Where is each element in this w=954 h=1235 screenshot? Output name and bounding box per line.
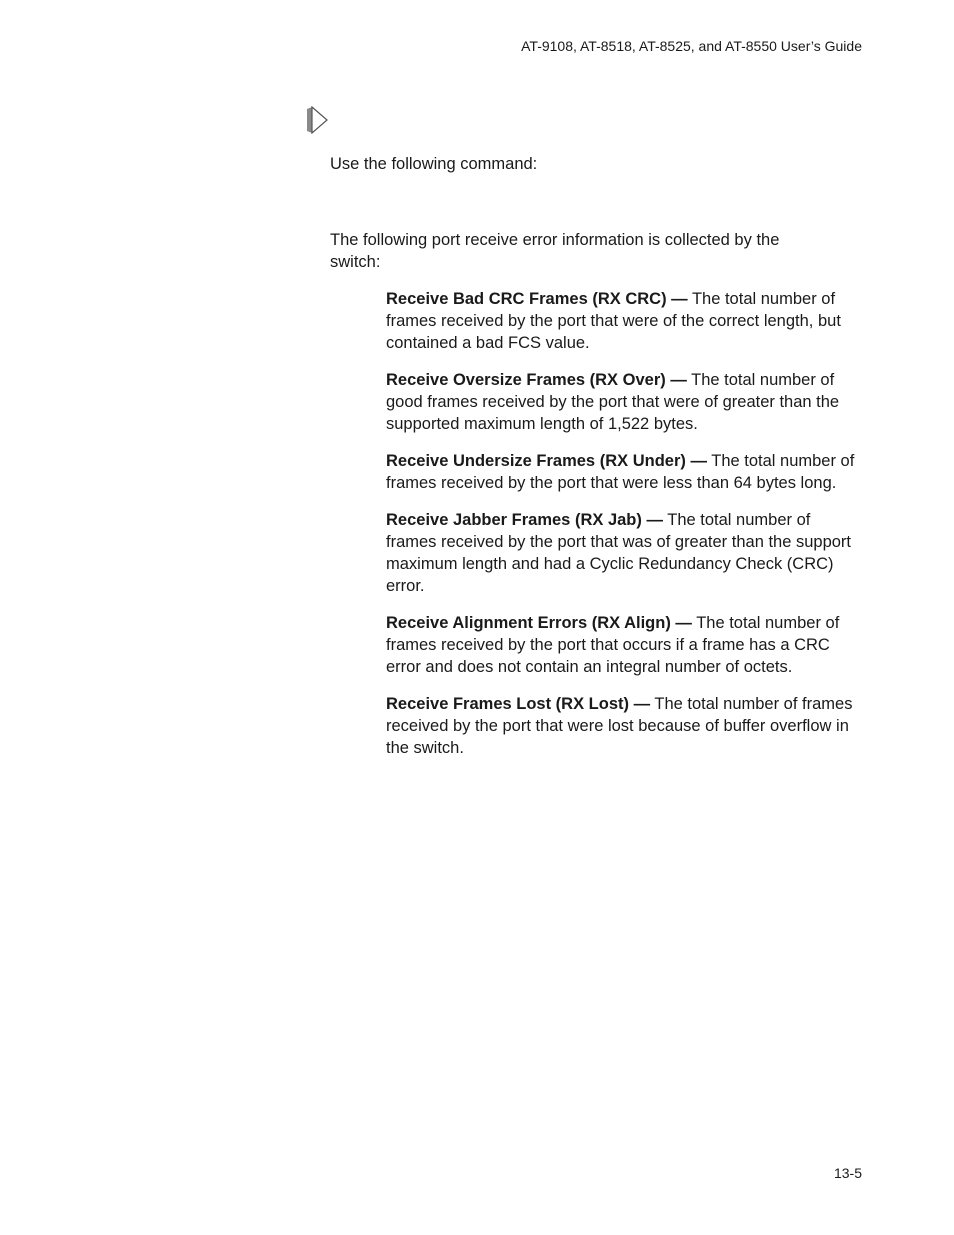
definition-text: The total number of frames received by the port that occurs if a frame has a CRC error and does not contain an integral number of octets. [386, 614, 840, 676]
definition-text: The total number of good frames received by the port that were of greater than the supported maximum length of 1,522 bytes. [386, 371, 840, 433]
definition-text: The total number of frames received by the port that was of greater than the support maximum length and had a Cyclic Redundancy Check (CRC) error. [386, 511, 852, 595]
definition-text: The total number of frames received by the port that were lost because of buffer overflow in the switch. [386, 695, 853, 757]
definition-rx-under [386, 450, 864, 494]
definition-term: Receive Undersize Frames (RX Under) — [386, 452, 707, 470]
page-number: 13-5 [833, 1165, 862, 1181]
step-arrow-icon [306, 106, 328, 134]
definition-rx-align [386, 612, 864, 678]
definition-term: Receive Frames Lost (RX Lost) — [386, 695, 651, 713]
definition-list [386, 288, 864, 774]
definition-term: Receive Jabber Frames (RX Jab) — [386, 511, 663, 529]
definition-rx-crc [386, 288, 864, 354]
definition-text: The total number of frames received by the port that were of the correct length, but contained a bad FCS value. [386, 290, 841, 352]
definition-term: Receive Bad CRC Frames (RX CRC) — [386, 290, 688, 308]
error-intro: The following port receive error information is collected by the switch: [330, 231, 780, 271]
definition-rx-over [386, 369, 864, 435]
command-intro: Use the following command: [330, 155, 538, 173]
running-header: AT-9108, AT-8518, AT-8525, and AT-8550 User’s Guide [521, 38, 862, 54]
definition-text: The total number of frames received by the port that were less than 64 bytes long. [386, 452, 855, 492]
definition-rx-jab [386, 509, 864, 597]
definition-rx-lost [386, 693, 864, 759]
definition-term: Receive Alignment Errors (RX Align) — [386, 614, 692, 632]
definition-term: Receive Oversize Frames (RX Over) — [386, 371, 687, 389]
